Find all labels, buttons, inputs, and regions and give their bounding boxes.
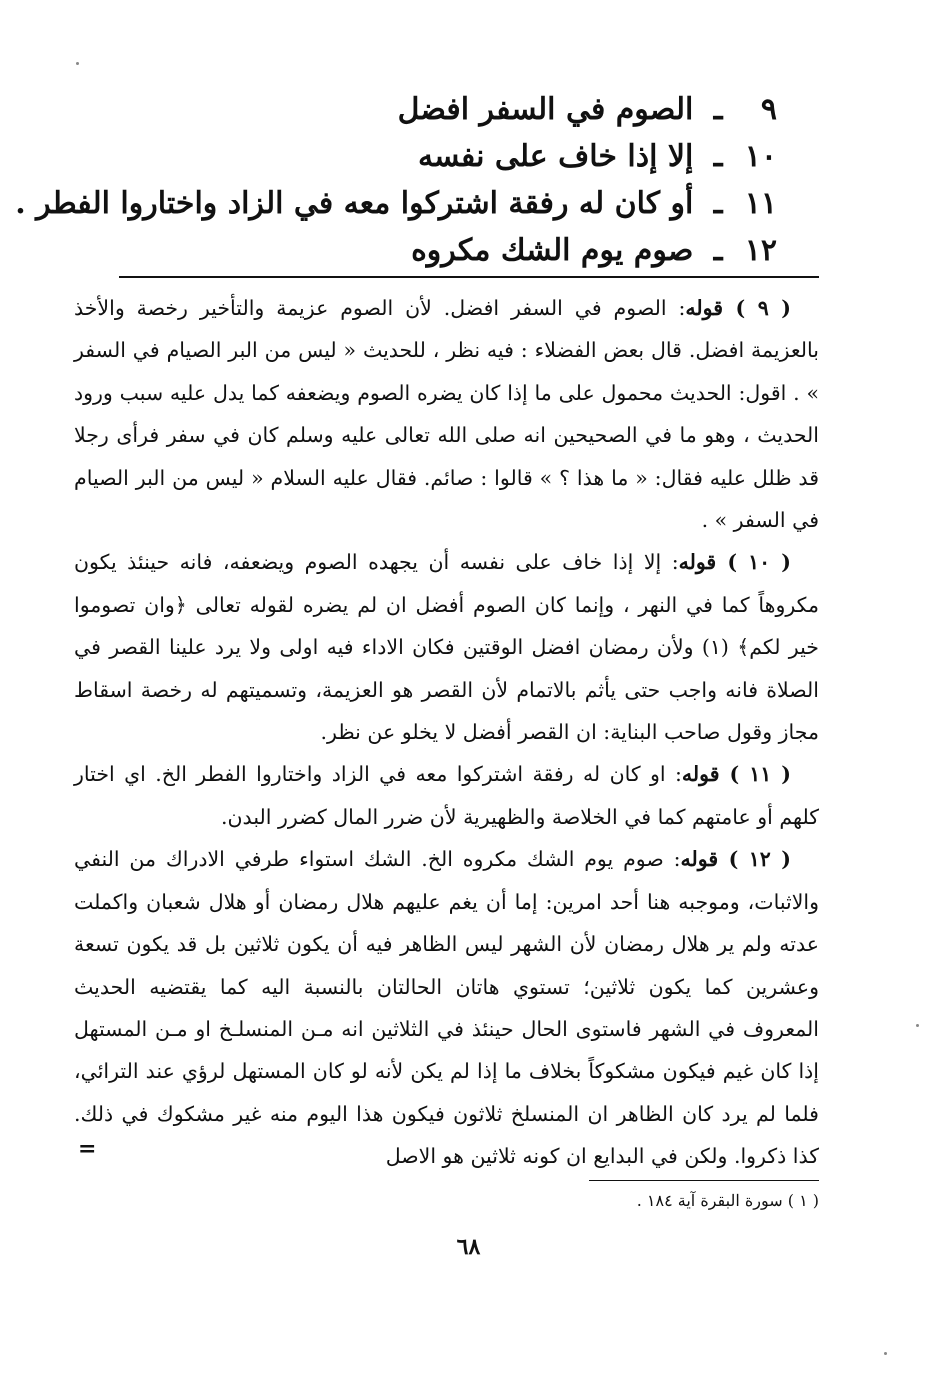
section-divider [119, 276, 819, 278]
matn-heading-9 [97, 86, 777, 133]
heading-dash: ـ [713, 233, 723, 268]
heading-dash: ـ [713, 139, 723, 174]
commentary-paragraph-11 [74, 753, 819, 838]
commentary-paragraph-10 [74, 541, 819, 753]
continuation-mark: = [78, 1136, 97, 1162]
commentary-body [74, 287, 819, 1178]
footnote-divider [589, 1180, 819, 1181]
heading-number: ١١ [744, 186, 777, 221]
heading-number: ٩ [760, 92, 777, 127]
matn-heading-10 [97, 133, 777, 180]
heading-number: ١٠ [744, 139, 777, 174]
heading-text: صوم يوم الشك مكروه [411, 233, 694, 268]
heading-text: أو كان له رفقة اشتركوا معه في الزاد واختاروا الفطر . [15, 186, 694, 221]
paragraph-text: : صوم يوم الشك مكروه الخ. الشك استواء طرفي الادراك من النفي والاثبات، وموجبه هنا أحد امرين: إما أن يغم عليهم هلال رمضان أو هلال شعبان واكملت عدته ولم ير هلال رمضان لأن الشهر ليس الظاهر فيه أن يكون ثلاثين بل قد يكون تسعة وعشرين كما يكون ثلاثين؛ تستوي هاتان الحالتان بالنسبة اليه كما يقتضيه الحديث المعروف في الشهر فاستوى الحال حينئذ في الثلاثين انه مـن المنسلـخ او مـن المستهل إذا كان غيم فيكون مشكوكاً بخلاف ما إذا لم يكن لأنه لو كان المستهل لرؤي عند الترائي، فلما لم يرد كان الظاهر ان المنسلخ ثلاثون فيكون هذا اليوم منه غير مشكوك في ذلك. كذا ذكروا. ولكن في البدايع ان كونه ثلاثين هو الاصل [74, 847, 819, 1169]
matn-heading-list [15, 86, 777, 274]
paragraph-label: ( ٩ ) قوله [685, 296, 791, 320]
matn-heading-12 [97, 227, 777, 274]
paragraph-label: ( ١٢ ) قوله [680, 847, 791, 872]
page-number: ٦٨ [456, 1234, 481, 1260]
paragraph-text: : الصوم في السفر افضل. لأن الصوم عزيمة والتأخير رخصة والأخذ بالعزيمة افضل. قال بعض الفضلاء : فيه نظر ، للحديث « ليس من البر الصيام في السفر » . اقول: الحديث محمول على ما إذا كان يضره الصوم ويضعفه كما يدل عليه سبب ورود الحديث ، وهو ما في الصحيحين انه صلى الله تعالى عليه وسلم كان في سفر فرأى رجلا قد ظلل عليه فقال: « ما هذا ؟ » قالوا : صائم. فقال عليه السلام « ليس من البر الصيام في السفر » . [74, 296, 819, 533]
scan-speck [884, 1352, 887, 1355]
commentary-paragraph-9 [74, 287, 819, 541]
scan-speck [916, 1024, 919, 1027]
commentary-paragraph-12 [74, 838, 819, 1177]
heading-dash: ـ [713, 186, 723, 221]
paragraph-label: ( ١٠ ) قوله [678, 550, 791, 575]
paragraph-label: ( ١١ ) قوله [681, 762, 791, 787]
footnote: ( ١ ) سورة البقرة آية ١٨٤ . [636, 1191, 819, 1210]
scan-speck [76, 62, 79, 65]
heading-number: ١٢ [744, 233, 777, 268]
paragraph-text: : إلا إذا خاف على نفسه أن يجهده الصوم ويضعفه، فانه حينئذ يكون مكروهاً كما في النهر ، وإنما كان الصوم أفضل ان لم يضره لقوله تعالى ﴿وان تصوموا خير لكم﴾ (١) ولأن رمضان افضل الوقتين فكان الاداء فيه اولى ولا يرد علينا القصر في الصلاة فانه واجب حتى يأثم بالاتمام لأن القصر هو العزيمة، وتسميتهم له رخصة اسقاط مجاز وقول صاحب البناية: ان القصر أفضل لا يخلو عن نظر. [74, 550, 819, 745]
paragraph-text: : او كان له رفقة اشتركوا معه في الزاد واختاروا الفطر الخ. اي اختار كلهم أو عامتهم كما في الخلاصة والظهيرية لأن ضرر المال كضرر البدن. [74, 762, 819, 829]
matn-heading-11 [15, 180, 777, 227]
heading-text: إلا إذا خاف على نفسه [418, 139, 694, 174]
heading-text: الصوم في السفر افضل [397, 92, 694, 127]
heading-dash: ـ [713, 92, 723, 127]
